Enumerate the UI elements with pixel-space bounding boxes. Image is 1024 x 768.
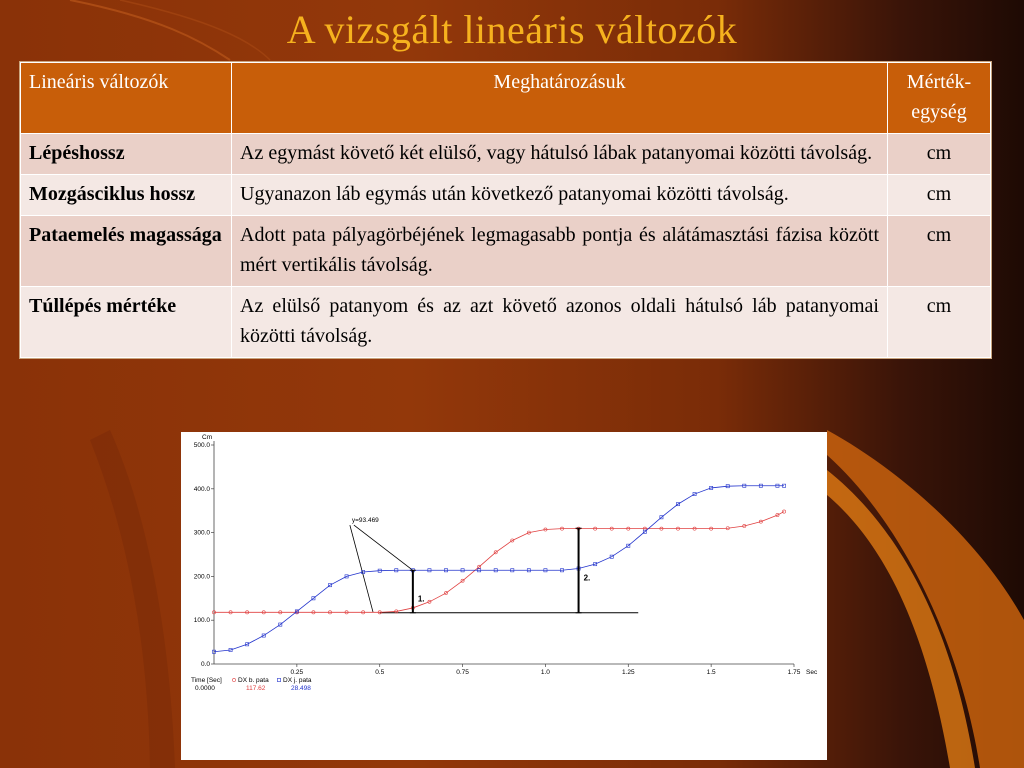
annotation-leader bbox=[350, 525, 373, 612]
legend-series-value: 117.62 bbox=[246, 685, 266, 692]
y-tick-label: 400.0 bbox=[193, 485, 210, 493]
y-tick-label: 0.0 bbox=[200, 661, 210, 668]
hoof-trajectory-chart bbox=[181, 432, 827, 760]
x-tick-label: 1.5 bbox=[706, 669, 716, 676]
variables-table bbox=[19, 61, 992, 359]
row-definition: Az egymást követő két elülső, vagy hátulsó lábak patanyomai közötti távolság. bbox=[232, 134, 888, 175]
x-axis-label: Sec bbox=[806, 669, 818, 676]
row-unit: cm bbox=[888, 134, 991, 175]
legend-marker bbox=[277, 678, 280, 681]
row-term: Túllépés mértéke bbox=[21, 287, 232, 358]
row-unit: cm bbox=[888, 175, 991, 216]
series-line bbox=[214, 486, 784, 652]
header-unit: Mérték-egység bbox=[888, 63, 991, 134]
row-term: Pataemelés magassága bbox=[21, 216, 232, 287]
y-tick-label: 200.0 bbox=[193, 573, 210, 581]
x-tick-label: 1.75 bbox=[787, 669, 801, 676]
table-row bbox=[21, 287, 991, 358]
header-definition: Meghatározásuk bbox=[232, 63, 888, 134]
series-line bbox=[214, 512, 784, 613]
x-tick-label: 0.75 bbox=[456, 669, 469, 676]
annotation-label: y=93.469 bbox=[351, 517, 379, 525]
x-tick-label: 0.5 bbox=[375, 669, 385, 676]
row-definition: Ugyanazon láb egymás után következő patanyomai közötti távolság. bbox=[232, 175, 888, 216]
table-row bbox=[21, 175, 991, 216]
row-unit: cm bbox=[888, 216, 991, 287]
x-tick-label: 0.25 bbox=[290, 669, 304, 676]
legend-marker bbox=[232, 678, 235, 681]
measure-label: 1. bbox=[417, 594, 425, 604]
row-term: Mozgásciklus hossz bbox=[21, 175, 232, 216]
measure-label: 2. bbox=[583, 573, 591, 583]
table-header-row bbox=[21, 63, 991, 134]
table-row bbox=[21, 216, 991, 287]
y-tick-label: 300.0 bbox=[193, 529, 210, 537]
legend-time-value: 0.0000 bbox=[195, 685, 215, 692]
row-unit: cm bbox=[888, 287, 991, 358]
y-tick-label: 500.0 bbox=[193, 442, 210, 449]
slide-title: A vizsgált lineáris változók bbox=[286, 7, 738, 52]
y-axis-label: Cm bbox=[202, 434, 213, 441]
table-row bbox=[21, 134, 991, 175]
legend-series-value: 28.498 bbox=[291, 685, 311, 692]
header-variables: Lineáris változók bbox=[21, 63, 232, 134]
row-definition: Adott pata pályagörbéjének legmagasabb pontja és alátámasztási fázisa között mért vertikális távolság. bbox=[232, 216, 888, 287]
legend-series-name: DX b. pata bbox=[238, 677, 269, 684]
legend-series-name: DX j. pata bbox=[283, 677, 312, 684]
x-tick-label: 1.0 bbox=[540, 669, 550, 676]
x-tick-label: 1.25 bbox=[621, 669, 635, 676]
annotation-leader bbox=[354, 525, 413, 570]
row-term: Lépéshossz bbox=[21, 134, 232, 175]
legend-time-header: Time [Sec] bbox=[191, 677, 222, 684]
row-definition: Az elülső patanyom és az azt követő azonos oldali hátulsó láb patanyomai közötti távolság. bbox=[232, 287, 888, 358]
y-tick-label: 100.0 bbox=[193, 617, 210, 625]
chart-canvas bbox=[181, 432, 827, 760]
